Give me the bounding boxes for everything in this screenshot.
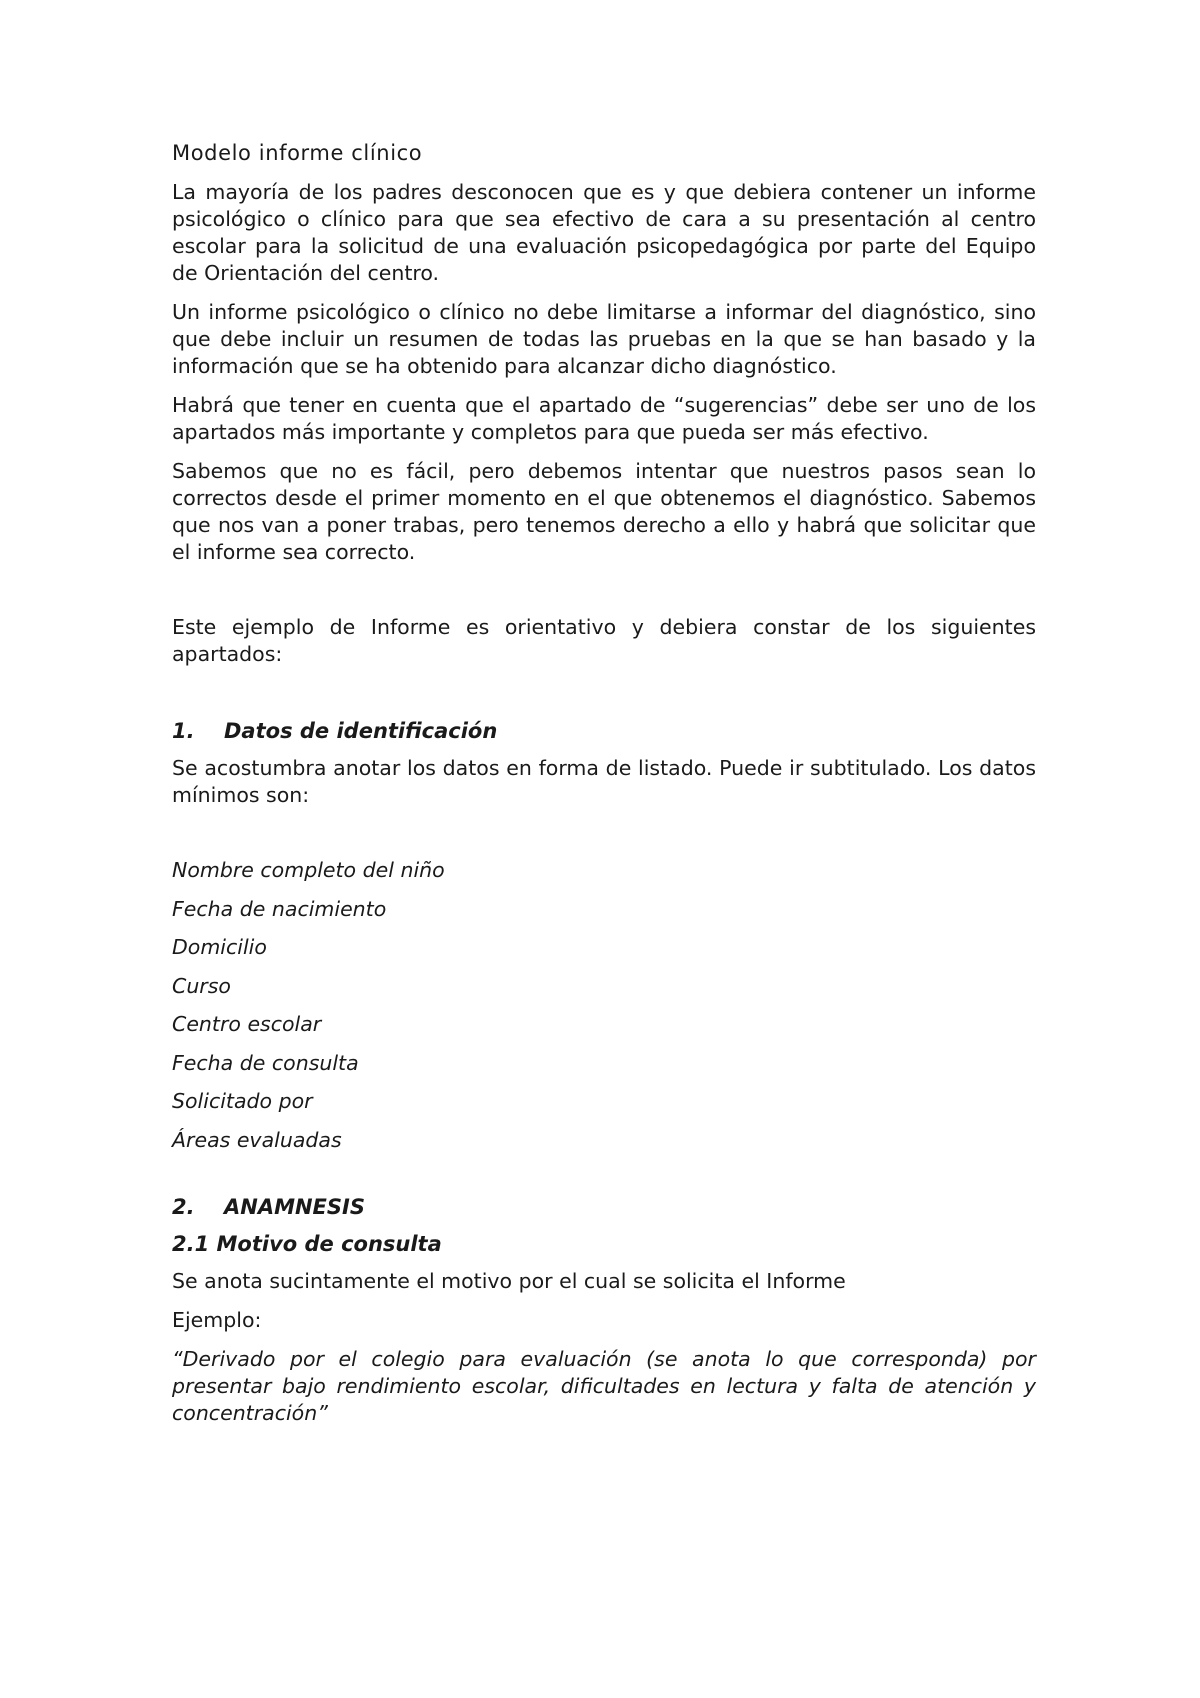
document-body — [172, 140, 1036, 1439]
field-item: Solicitado por — [172, 1089, 313, 1113]
field-item: Nombre completo del niño — [172, 858, 445, 882]
paragraph-2: Un informe psicológico o clínico no debe limitarse a informar del diagnóstico, sino que debe incluir un resumen de todas las pruebas en la que se han basado y la información que se ha obtenido para alcanzar dicho diagnóstico. — [172, 300, 1036, 378]
section-1-text: Se acostumbra anotar los datos en forma de listado. Puede ir subtitulado. Los datos mínimos son: — [172, 756, 1036, 807]
field-item: Curso — [172, 973, 231, 998]
paragraph-1: La mayoría de los padres desconocen que es y que debiera contener un informe psicológico o clínico para que sea efectivo de cara a su presentación al centro escolar para la solicitud de una evaluación psicopedagógica por parte del Equipo de Orientación del centro. — [172, 180, 1036, 285]
field-item: Áreas evaluadas — [172, 1127, 342, 1152]
section-1-heading — [172, 718, 1036, 745]
paragraph-4: Sabemos que no es fácil, pero debemos intentar que nuestros pasos sean lo correctos desde el primer momento en el que obtenemos el diagnóstico. Sabemos que nos van a poner trabas, pero tenemos derecho a ello y habrá que solicitar que el informe sea correcto. — [172, 459, 1036, 564]
field-item: Fecha de nacimiento — [172, 896, 387, 921]
field-item: Fecha de consulta — [172, 1050, 359, 1075]
section-2-heading — [172, 1194, 1036, 1221]
intro-paragraph: Este ejemplo de Informe es orientativo y debiera constar de los siguientes apartados: — [172, 615, 1036, 666]
section-1-title: Datos de identificación — [224, 719, 498, 743]
identification-fields-list — [172, 857, 1036, 1154]
field-item: Domicilio — [172, 935, 267, 959]
section-2-text: Se anota sucintamente el motivo por el cual se solicita el Informe — [172, 1268, 846, 1293]
section-2-title: ANAMNESIS — [224, 1194, 365, 1219]
section-1-number: 1. — [172, 719, 195, 743]
field-item: Centro escolar — [172, 1012, 322, 1036]
example-quote: “Derivado por el colegio para evaluación (se anota lo que corresponda) por presentar bajo rendimiento escolar, dificultades en lectura y falta de atención y concentración” — [172, 1346, 1036, 1425]
section-2-number: 2. — [172, 1194, 195, 1219]
document-title: Modelo informe clínico — [172, 141, 423, 165]
example-label: Ejemplo: — [172, 1307, 262, 1332]
subsection-2-1-title: 2.1 Motivo de consulta — [172, 1231, 442, 1256]
paragraph-3: Habrá que tener en cuenta que el apartado de “sugerencias” debe ser uno de los apartados más importante y completos para que pueda ser más efectivo. — [172, 393, 1036, 444]
